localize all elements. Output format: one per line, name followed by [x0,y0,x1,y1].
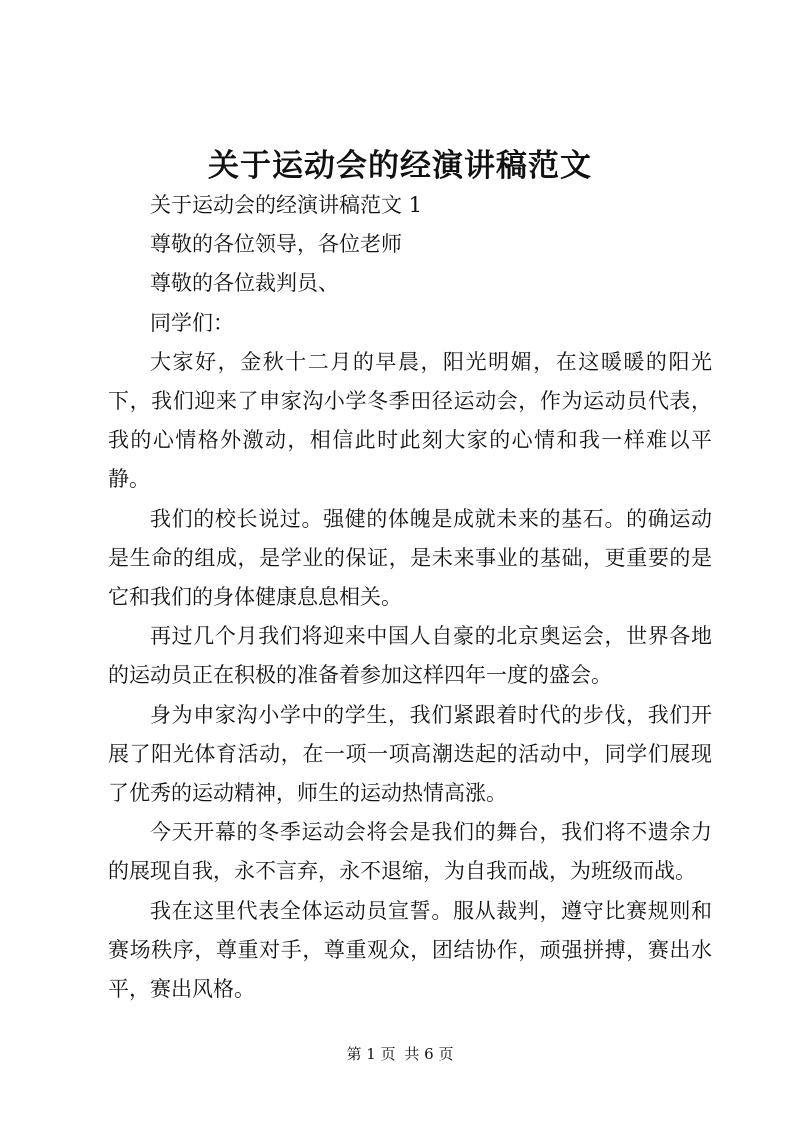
paragraph: 尊敬的各位领导，各位老师 [150,232,402,257]
page-total: 共 6 页 [404,1045,454,1063]
paragraph: 尊敬的各位裁判员、 [150,271,339,296]
page-footer [0,1043,800,1064]
paragraph: 再过几个月我们将迎来中国人自豪的北京奥运会，世界各地的运动员正在积极的准备着参加这样四年一度的盛会。 [108,624,712,688]
paragraph: 我在这里代表全体运动员宣誓。服从裁判，遵守比赛规则和赛场秩序，尊重对手，尊重观众，团结协作，顽强拼搏，赛出水平，赛出风格。 [108,898,712,1002]
page-number: 第 1 页 [346,1045,396,1063]
paragraph: 大家好，金秋十二月的早晨，阳光明媚，在这暖暖的阳光下，我们迎来了申家沟小学冬季田径运动会，作为运动员代表，我的心情格外激动，相信此时此刻大家的心情和我一样难以平静。 [108,349,712,492]
paragraph: 关于运动会的经演讲稿范文 1 [150,193,423,217]
document-title: 关于运动会的经演讲稿范文 [208,148,592,184]
document-body [108,186,712,1009]
paragraph: 我们的校长说过。强健的体魄是成就未来的基石。的确运动是生命的组成，是学业的保证，是未来事业的基础，更重要的是它和我们的身体健康息息相关。 [108,506,712,610]
paragraph: 身为申家沟小学中的学生，我们紧跟着时代的步伐，我们开展了阳光体育活动，在一项一项高潮迭起的活动中，同学们展现了优秀的运动精神，师生的运动热情高涨。 [108,702,712,806]
paragraph: 今天开幕的冬季运动会将会是我们的舞台，我们将不遗余力的展现自我，永不言弃，永不退缩，为自我而战，为班级而战。 [108,820,712,884]
paragraph: 同学们： [150,310,234,335]
